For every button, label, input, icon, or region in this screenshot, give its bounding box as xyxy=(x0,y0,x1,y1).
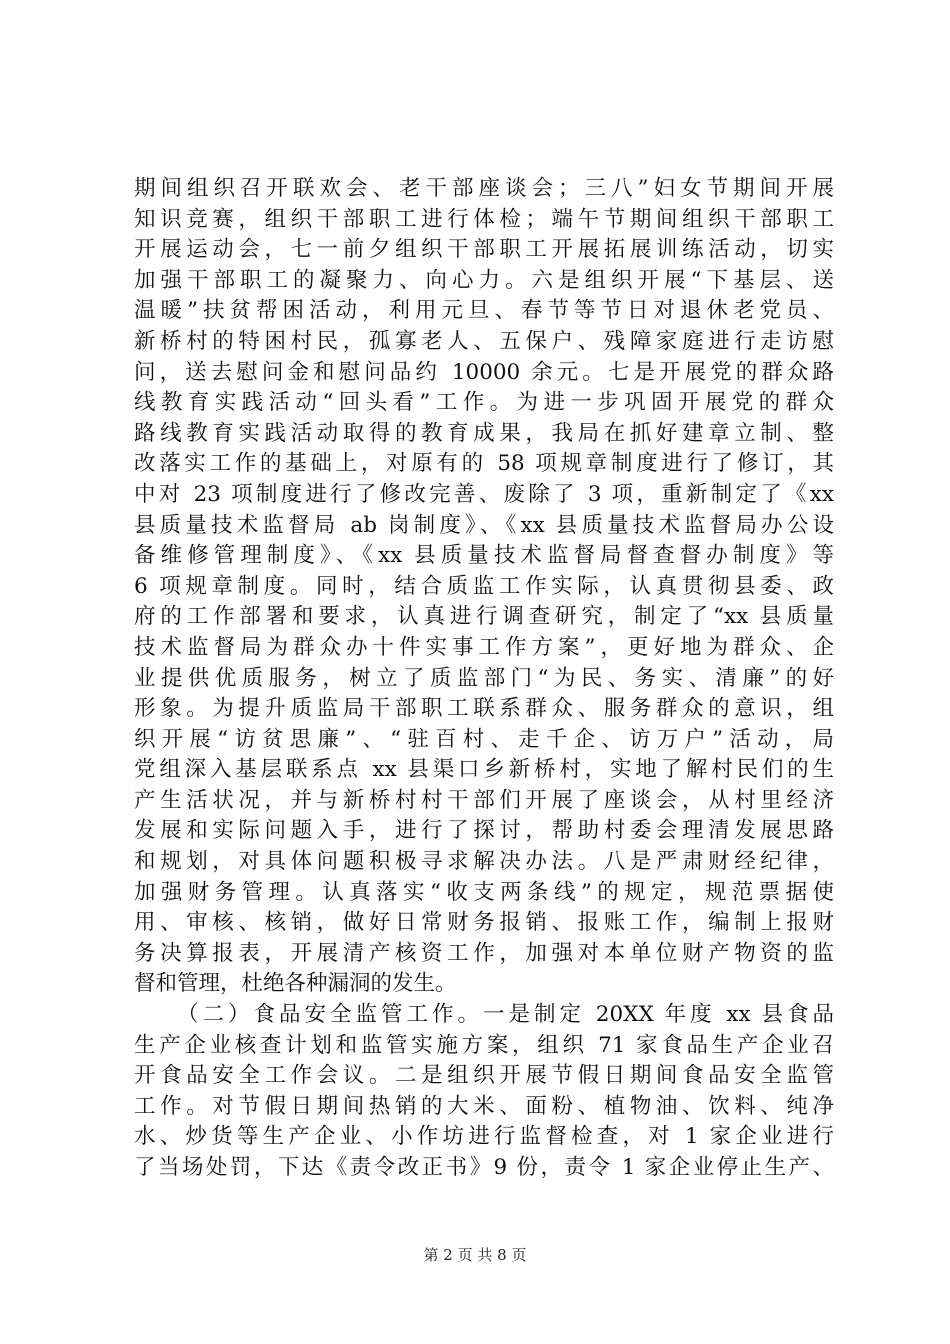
text-line: 加强财务管理。认真落实“收支两条线”的规定，规范票据使 xyxy=(134,879,834,905)
text-line: 发展和实际问题入手，进行了探讨，帮助村委会理清发展思路 xyxy=(134,818,834,844)
text-line: 党组深入基层联系点 xx 县渠口乡新桥村，实地了解村民们的生 xyxy=(134,757,834,783)
text-line: 生产企业核查计划和监管实施方案，组织 71 家食品生产企业召 xyxy=(134,1032,834,1058)
text-line: 产生活状况，并与新桥村村干部们开展了座谈会，从村里经济 xyxy=(134,787,834,813)
text-line: 县质量技术监督局 ab 岗制度》、《xx 县质量技术监督局办公设 xyxy=(134,512,834,538)
text-line: 路线教育实践活动取得的教育成果，我局在抓好建章立制、整 xyxy=(134,420,834,446)
text-line: 府的工作部署和要求，认真进行调查研究，制定了“xx 县质量 xyxy=(134,604,834,630)
text-line: 知识竞赛，组织干部职工进行体检；端午节期间组织干部职工 xyxy=(134,206,834,232)
text-line: 加强干部职工的凝聚力、向心力。六是组织开展“下基层、送 xyxy=(134,267,834,293)
text-line: 工作。对节假日期间热销的大米、面粉、植物油、饮料、纯净 xyxy=(134,1093,834,1119)
text-line: 改落实工作的基础上，对原有的 58 项规章制度进行了修订，其 xyxy=(134,451,834,477)
text-line: 开展运动会，七一前夕组织干部职工开展拓展训练活动，切实 xyxy=(134,237,834,263)
text-line: 期间组织召开联欢会、老干部座谈会；三八”妇女节期间开展 xyxy=(134,176,834,201)
body-text xyxy=(134,174,834,1184)
text-line: 形象。为提升质监局干部职工联系群众、服务群众的意识，组 xyxy=(134,696,834,722)
text-line: 问，送去慰问金和慰问品约 10000 余元。七是开展党的群众路 xyxy=(134,359,834,385)
text-line: 6 项规章制度。同时，结合质监工作实际，认真贯彻县委、政 xyxy=(134,573,834,599)
text-line: 务决算报表，开展清产核资工作，加强对本单位财产物资的监 xyxy=(134,940,834,966)
text-line: （二）食品安全监管工作。一是制定 20XX 年度 xx 县食品 xyxy=(177,1002,834,1028)
text-line: 新桥村的特困村民，孤寡老人、五保户、残障家庭进行走访慰 xyxy=(134,328,834,354)
text-line: 织开展“访贫思廉”、“驻百村、走千企、访万户”活动，局 xyxy=(134,726,834,752)
text-line: 了当场处罚，下达《责令改正书》9 份，责令 1 家企业停止生产、 xyxy=(134,1155,834,1180)
page-number-footer: 第 2 页 共 8 页 xyxy=(423,1246,527,1264)
text-line: 中对 23 项制度进行了修改完善、废除了 3 项，重新制定了《xx xyxy=(134,481,834,507)
text-line: 督和管理，杜绝各种漏洞的发生。 xyxy=(134,971,457,997)
text-line: 和规划，对具体问题积极寻求解决办法。八是严肃财经纪律， xyxy=(134,849,834,875)
text-line: 技术监督局为群众办十件实事工作方案”，更好地为群众、企 xyxy=(134,634,834,660)
text-line: 温暖”扶贫帮困活动，利用元旦、春节等节日对退休老党员、 xyxy=(134,298,834,324)
text-line: 开食品安全工作会议。二是组织开展节假日期间食品安全监管 xyxy=(134,1063,834,1089)
text-line: 线教育实践活动“回头看”工作。为进一步巩固开展党的群众 xyxy=(134,390,834,416)
text-line: 用、审核、核销，做好日常财务报销、报账工作，编制上报财 xyxy=(134,910,834,936)
text-line: 业提供优质服务，树立了质监部门“为民、务实、清廉”的好 xyxy=(134,665,834,691)
text-line: 备维修管理制度》、《xx 县质量技术监督局督查督办制度》等 xyxy=(134,543,834,569)
text-line: 水、炒货等生产企业、小作坊进行监督检查，对 1 家企业进行 xyxy=(134,1124,834,1150)
